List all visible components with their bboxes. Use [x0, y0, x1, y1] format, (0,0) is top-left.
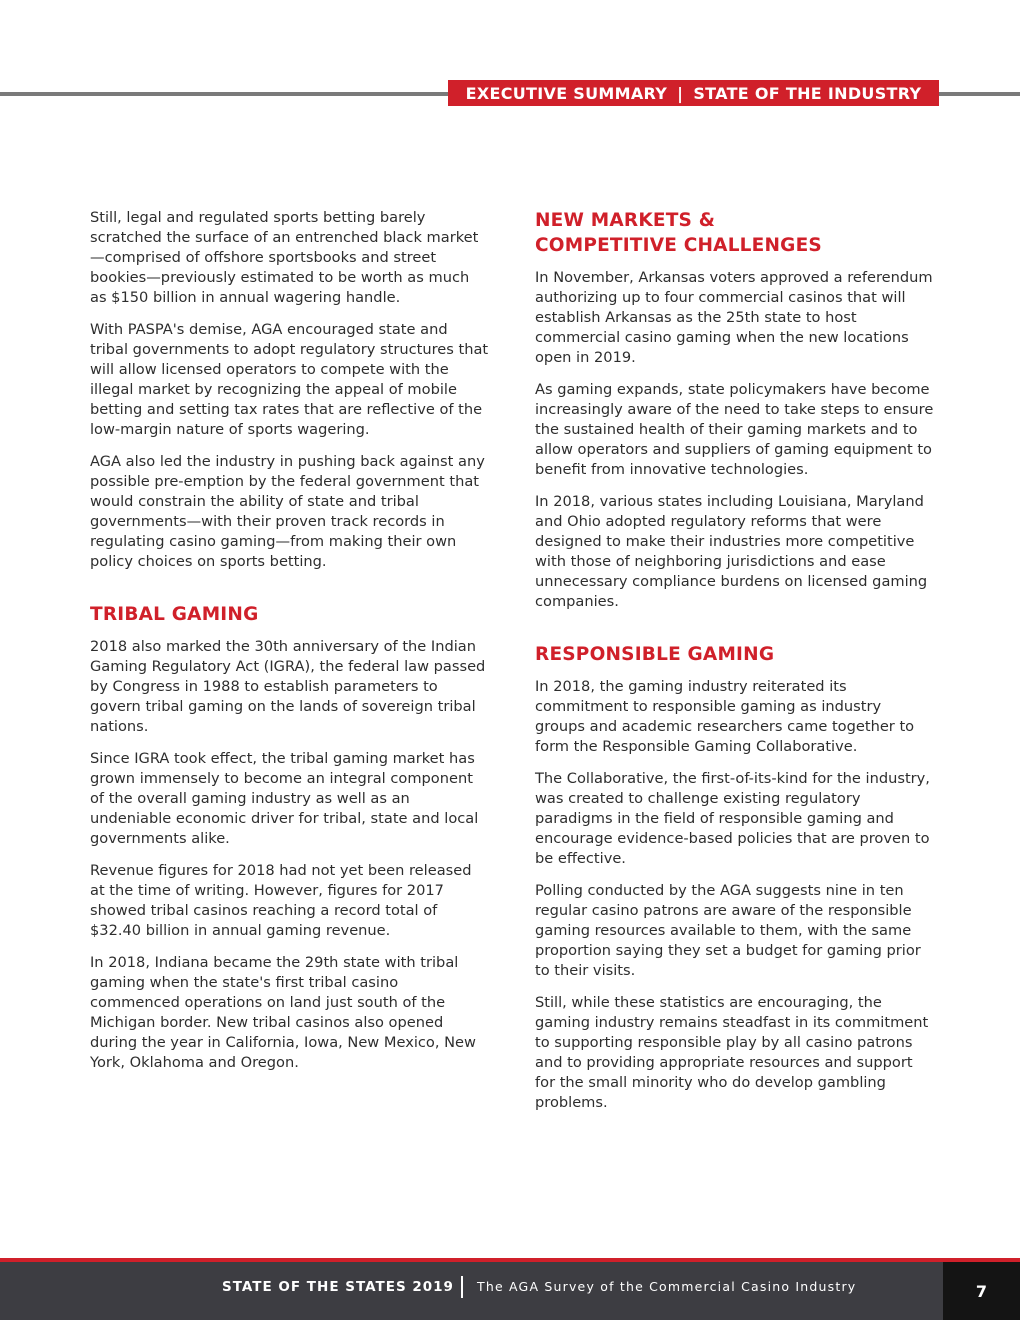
paragraph-paspa: With PASPA's demise, AGA encouraged state and tribal governments to adopt regulatory structures that will allow licensed operators to compete with the illegal market by recognizing the appeal of mobile betting and setting tax rates that are reflective of the low-margin nature of sports wagering. — [90, 321, 489, 438]
paragraph-regulatory-reforms: In 2018, various states including Louisiana, Maryland and Ohio adopted regulatory reforms that were designed to make their industries more competitive with those of neighboring jurisdictions and ease unnecessary compliance burdens on licensed gaming companies. — [535, 493, 928, 610]
paragraph-igra-anniversary: 2018 also marked the 30th anniversary of the Indian Gaming Regulatory Act (IGRA), the federal law passed by Congress in 1988 to establish parameters to govern tribal gaming on the lands of sovereign tribal nations. — [90, 638, 486, 735]
heading-tribal-gaming: TRIBAL GAMING — [90, 604, 259, 625]
left-column — [90, 208, 490, 1085]
heading-new-markets-line2: COMPETITIVE CHALLENGES — [535, 235, 822, 256]
section-title: EXECUTIVE SUMMARY — [465, 83, 668, 103]
section-header-banner — [448, 80, 939, 106]
paragraph-black-market: Still, legal and regulated sports betting barely scratched the surface of an entrenched black market—comprised of offshore sportsbooks and street bookies—previously estimated to be worth as much as $150 billion in annual wagering handle. — [90, 209, 479, 306]
heading-new-markets — [535, 208, 935, 258]
footer-divider — [461, 1276, 463, 1298]
paragraph-indiana: In 2018, Indiana became the 29th state with tribal gaming when the state's first tribal casino commenced operations on land just south of the Michigan border. New tribal casinos also opened during the year in California, Iowa, New Mexico, New York, Oklahoma and Oregon. — [90, 954, 476, 1071]
paragraph-commitment: Still, while these statistics are encouraging, the gaming industry remains steadfast in its commitment to supporting responsible play by all casino patrons and to providing appropriate resources and support for the small minority who do develop gambling problems. — [535, 994, 929, 1111]
heading-new-markets-line1: NEW MARKETS & — [535, 210, 716, 231]
footer-title: STATE OF THE STATES 2019 — [222, 1279, 454, 1295]
paragraph-preemption: AGA also led the industry in pushing back against any possible pre-emption by the federal government that would constrain the ability of state and tribal governments—with their proven track records in regulating casino gaming—from making their own policy choices on sports betting. — [90, 453, 485, 570]
paragraph-tribal-revenue: Revenue figures for 2018 had not yet been released at the time of writing. However, figures for 2017 showed tribal casinos reaching a record total of $32.40 billion in annual gaming revenue. — [90, 862, 472, 939]
page-number: 7 — [943, 1262, 1020, 1320]
paragraph-collaborative-formed: In 2018, the gaming industry reiterated its commitment to responsible gaming as industry groups and academic researchers came together to form the Responsible Gaming Collaborative. — [535, 678, 915, 755]
footer-subtitle: The AGA Survey of the Commercial Casino Industry — [477, 1279, 857, 1294]
header-separator: | — [677, 83, 684, 103]
paragraph-igra-growth: Since IGRA took effect, the tribal gaming market has grown immensely to become an integral component of the overall gaming industry as well as an undeniable economic driver for tribal, state and local governments alike. — [90, 750, 479, 847]
subsection-title: STATE OF THE INDUSTRY — [693, 83, 922, 103]
paragraph-policymakers: As gaming expands, state policymakers have become increasingly aware of the need to take steps to ensure the sustained health of their gaming markets and to allow operators and suppliers of gaming equipment to benefit from innovative technologies. — [535, 381, 934, 478]
heading-responsible-gaming: RESPONSIBLE GAMING — [535, 644, 775, 665]
paragraph-polling: Polling conducted by the AGA suggests nine in ten regular casino patrons are aware of the responsible gaming resources available to them, with the same proportion saying they set a budget for gaming prior to their visits. — [535, 882, 921, 979]
paragraph-collaborative-purpose: The Collaborative, the first-of-its-kind for the industry, was created to challenge existing regulatory paradigms in the field of responsible gaming and encourage evidence-based policies that are proven to be effective. — [535, 770, 930, 867]
paragraph-arkansas: In November, Arkansas voters approved a referendum authorizing up to four commercial casinos that will establish Arkansas as the 25th state to host commercial casino gaming when the new locations open in 2019. — [535, 269, 933, 366]
right-column — [535, 208, 935, 1125]
